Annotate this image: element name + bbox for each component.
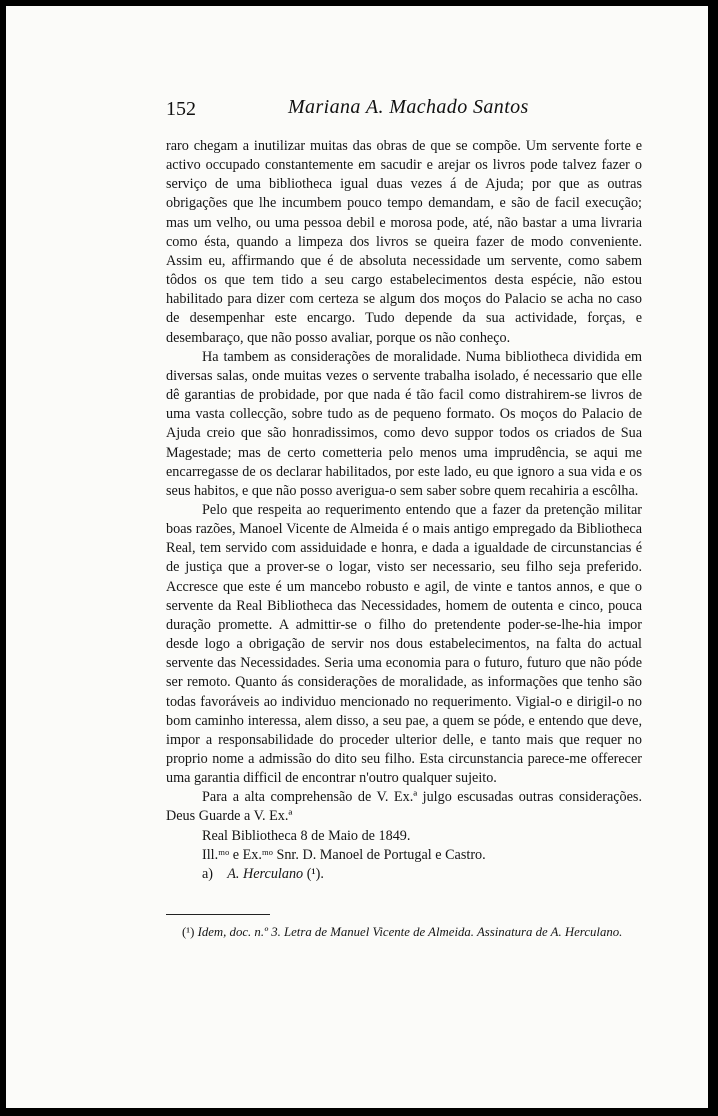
footnote [166,923,642,942]
signature-prefix: a) [202,865,214,882]
paragraph-4: Para a alta comprehensão de V. Ex.ª julgo escusadas outras considerações. Deus Guarde a V. Ex.ª [166,789,642,825]
footnote-divider [166,914,270,915]
page-header [166,94,646,124]
signature-line [166,865,642,884]
running-head: Mariana A. Machado Santos [288,96,529,118]
paragraph-2: Ha tambem as considerações de moralidade. Numa bibliotheca dividida em diversas salas, onde muitas vezes o servente trabalha isolado, é necessario que elle dê garantias de probidade, por que nada é tão facil como distrahirem-se livros de uma vasta collecção, sobre tudo as de pequeno formato. Os moços do Palacio de Ajuda creio que são honradissimos, como devo suppor todos os criados de Sua Magestade; mas de certo cometteria pelo menos uma imprudência, se aqui me encarregasse de os declarar habilitados, por este lado, eu que ignoro a sua vida e os seus habitos, e que não posso averigua-o sem saber sobre quem recahiria a escôlha. [166,348,642,499]
place-date: Real Bibliotheca 8 de Maio de 1849. [202,827,411,844]
footnote-marker: (¹) [182,925,195,939]
page-number: 152 [166,98,196,120]
footnote-text: Idem, doc. n.º 3. Letra de Manuel Vicente de Almeida. Assinatura de A. Herculano. [197,925,623,939]
paragraph-3: Pelo que respeita ao requerimento entendo que a fazer da pretenção militar boas razões, Manoel Vicente de Almeida é o mais antigo empregado da Bibliotheca Real, tem servido com assiduidade e honra, e dada a igualdade de circunstancias é de justiça que a prover-se o logar, visto ser necessario, seu filho seja preferido. Accresce que este é um mancebo robusto e agil, de vinte e tantos annos, e que o servente da Real Bibliotheca das Necessidades, homem de outenta e cinco, pouca duração promette. A admittir-se o filho do pretendente poder-se-lhe-hia impor desde logo a obrigação de servir nos dous estabelecimentos, na falta do actual servente das Necessidades. Seria uma economia para o futuro, futuro que não póde ser remoto. Quanto ás considerações de moralidade, as informações que tenho são todas favoráveis ao individuo mencionado no requerimento. Vigial-o e dirigil-o no bom caminho interessa, alem disso, a seu pae, a quem se póde, e entendo que deve, impor a responsabilidade do proceder ulterior delle, e tanto mais que requer no proprio nome a admissão do dito seu filho. Esta circunstancia parece-me offerecer uma garantia difficil de encontrar n'outro qualquer sujeito. [166,501,642,787]
body-text [166,137,642,884]
document-page [6,6,708,1108]
signature-note-ref: (¹). [306,865,324,882]
addressee: Ill.ᵐᵒ e Ex.ᵐᵒ Snr. D. Manoel de Portugal e Castro. [202,846,486,863]
paragraph-1: raro chegam a inutilizar muitas das obras de que se compõe. Um servente forte e activo occupado constantemente em sacudir e arejar os livros pode talvez fazer o serviço de uma bibliotheca igual duas vezes á de Ajuda; por que as outras obrigações que lhe incumbem pouco tempo demandam, e são de facil execução; mas um velho, ou uma pessoa debil e morosa pode, até, não bastar a uma livraria como ésta, quando a limpeza dos livros se queira fazer de modo conveniente. Assim eu, affirmando que é de absoluta necessidade um servente, como sabem tôdos os que tem tido a seu cargo estabelecimentos desta espécie, não estou habilitado para dizer com certeza se algum dos moços do Palacio se acha no caso de desempenhar este encargo. Tudo depende da sua actividade, forças, e desembaraço, que não posso avaliar, porque os não conheço. [166,138,642,346]
signature-name: A. Herculano [227,865,304,882]
